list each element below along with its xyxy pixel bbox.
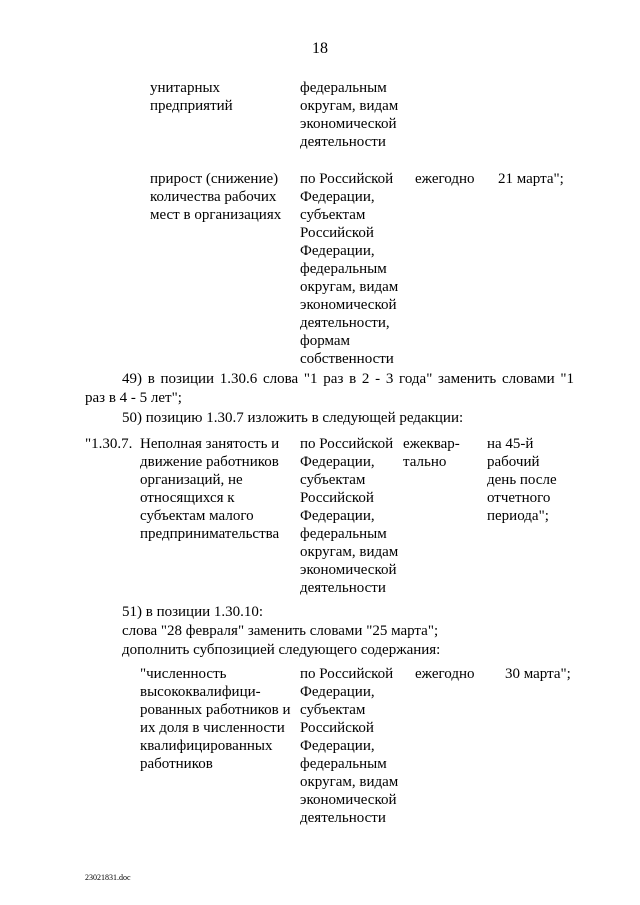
para51-line3: дополнить субпозицией следующего содержания:	[122, 642, 441, 658]
block1-name: унитарных предприятий	[150, 80, 233, 114]
block3-deadline: на 45-й рабочий день после отчетного периода";	[487, 436, 557, 524]
block2-name: прирост (снижение) количества рабочих мест в организациях	[150, 171, 282, 223]
block2-breakdown: по Российской Федерации, субъектам Российской Федерации, федеральным округам, видам экономической деятельности, формам собственности	[300, 171, 399, 367]
para49-line2: раз в 4 - 5 лет";	[85, 390, 182, 406]
block2-period: ежегодно	[415, 171, 475, 187]
block4-name: "численность высококвалифици- рованных работников и их доля в численности квалифицированных работников	[140, 666, 291, 772]
block4-period: ежегодно	[415, 666, 475, 682]
block3-code: "1.30.7.	[85, 436, 133, 452]
block4-deadline: 30 марта";	[505, 666, 571, 682]
block2-deadline: 21 марта";	[498, 171, 564, 187]
block1-breakdown: федеральным округам, видам экономической деятельности	[300, 80, 399, 150]
para49-line1: 49) в позиции 1.30.6 слова "1 раз в 2 - 3 года" заменить словами "1	[122, 371, 574, 387]
para51-line1: 51) в позиции 1.30.10:	[122, 604, 264, 620]
footer-filename: 23021831.doc	[85, 873, 131, 882]
para51-line2: слова "28 февраля" заменить словами "25 марта";	[122, 623, 439, 639]
block4-breakdown: по Российской Федерации, субъектам Российской Федерации, федеральным округам, видам экономической деятельности	[300, 666, 399, 826]
block3-name: Неполная занятость и движение работников организаций, не относящихся к субъектам малого предпринимательства	[140, 436, 280, 542]
para50: 50) позицию 1.30.7 изложить в следующей редакции:	[122, 410, 464, 426]
page-number: 18	[312, 40, 328, 57]
block3-breakdown: по Российской Федерации, субъектам Российской Федерации, федеральным округам, видам экономической деятельности	[300, 436, 399, 596]
block3-period: ежеквар- тально	[403, 436, 460, 470]
